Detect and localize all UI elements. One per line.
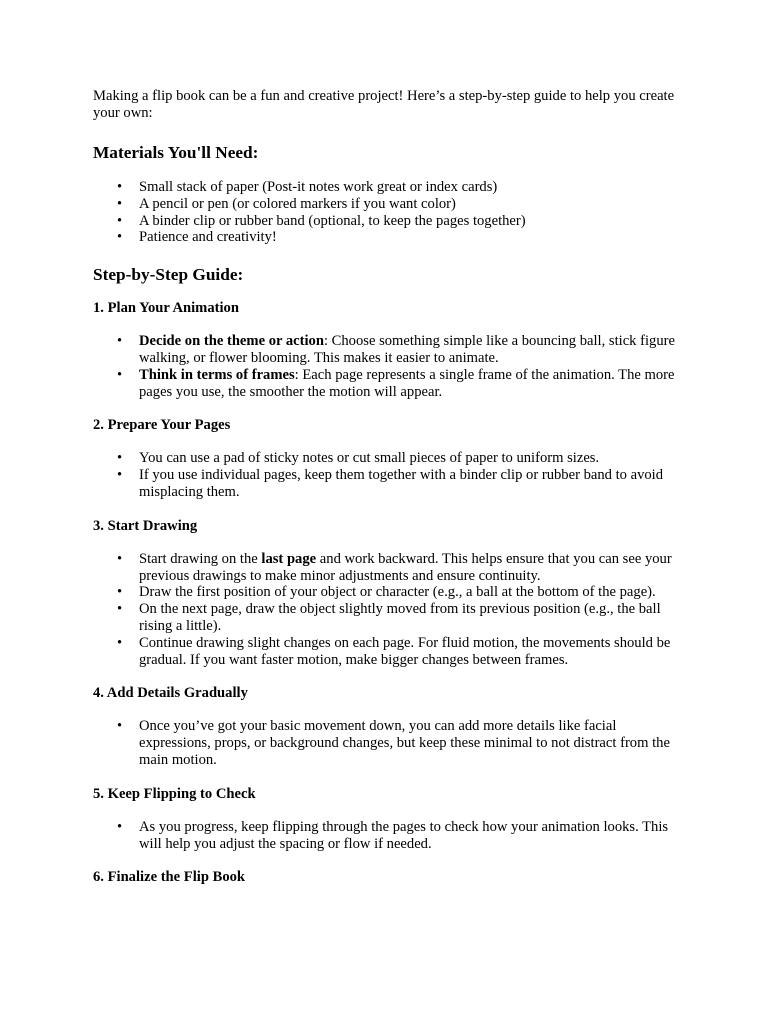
step-6-heading: 6. Finalize the Flip Book — [93, 869, 246, 886]
step-1-heading: 1. Plan Your Animation — [93, 300, 239, 317]
list-item: • Once you’ve got your basic movement down, you can add more details like facial expressions, props, or background changes, but keep these minimal to not distract from the main motion. — [139, 718, 683, 768]
list-item: • A pencil or pen (or colored markers if you want color) — [139, 196, 683, 213]
list-item: • Continue drawing slight changes on each page. For fluid motion, the movements should be gradual. If you want faster motion, make bigger changes between frames. — [139, 635, 683, 669]
list-item-text: Start drawing on the — [139, 550, 262, 567]
list-item: • Draw the first position of your object or character (e.g., a ball at the bottom of the page). — [139, 584, 683, 601]
step-1-list — [93, 333, 683, 400]
list-item-text: and work backward. This helps ensure that you can see your previous drawings to make minor adjustments and ensure continuity. — [139, 550, 672, 584]
step-4-list — [93, 718, 683, 768]
list-item-text: : Choose something simple like a bouncing ball, stick figure walking, or flower blooming. This makes it easier to animate. — [139, 333, 675, 366]
list-item: • As you progress, keep flipping through the pages to check how your animation looks. This will help you adjust the spacing or flow if needed. — [139, 819, 683, 853]
step-5-heading: 5. Keep Flipping to Check — [93, 785, 256, 802]
list-item — [139, 551, 683, 585]
list-item: • Patience and creativity! — [139, 229, 683, 246]
document-body — [93, 88, 683, 886]
list-item-bold: Decide on the theme or action — [139, 333, 324, 350]
step-2-list — [93, 450, 683, 500]
materials-list — [93, 179, 683, 246]
list-item: • A binder clip or rubber band (optional, to keep the pages together) — [139, 213, 683, 230]
list-item-bold: Think in terms of frames — [139, 366, 295, 383]
step-4-heading: 4. Add Details Gradually — [93, 685, 248, 702]
guide-heading: Step-by-Step Guide: — [93, 265, 244, 285]
intro-paragraph: Making a flip book can be a fun and creative project! Here’s a step-by-step guide to help you create your own: — [93, 88, 675, 121]
step-3-heading: 3. Start Drawing — [93, 517, 198, 534]
list-item — [139, 333, 683, 367]
list-item-text: : Each page represents a single frame of the animation. The more pages you use, the smoother the motion will appear. — [139, 366, 675, 400]
list-item: • If you use individual pages, keep them together with a binder clip or rubber band to avoid misplacing them. — [139, 467, 683, 501]
list-item-bold: last page — [261, 550, 317, 567]
list-item: • You can use a pad of sticky notes or cut small pieces of paper to uniform sizes. — [139, 450, 683, 467]
materials-heading: Materials You'll Need: — [93, 143, 259, 162]
list-item: • On the next page, draw the object slightly moved from its previous position (e.g., the ball rising a little). — [139, 601, 683, 635]
list-item: • Small stack of paper (Post-it notes work great or index cards) — [139, 179, 683, 196]
step-3-list — [93, 551, 683, 669]
step-2-heading: 2. Prepare Your Pages — [93, 417, 231, 434]
list-item — [139, 367, 683, 401]
step-5-list — [93, 819, 683, 853]
